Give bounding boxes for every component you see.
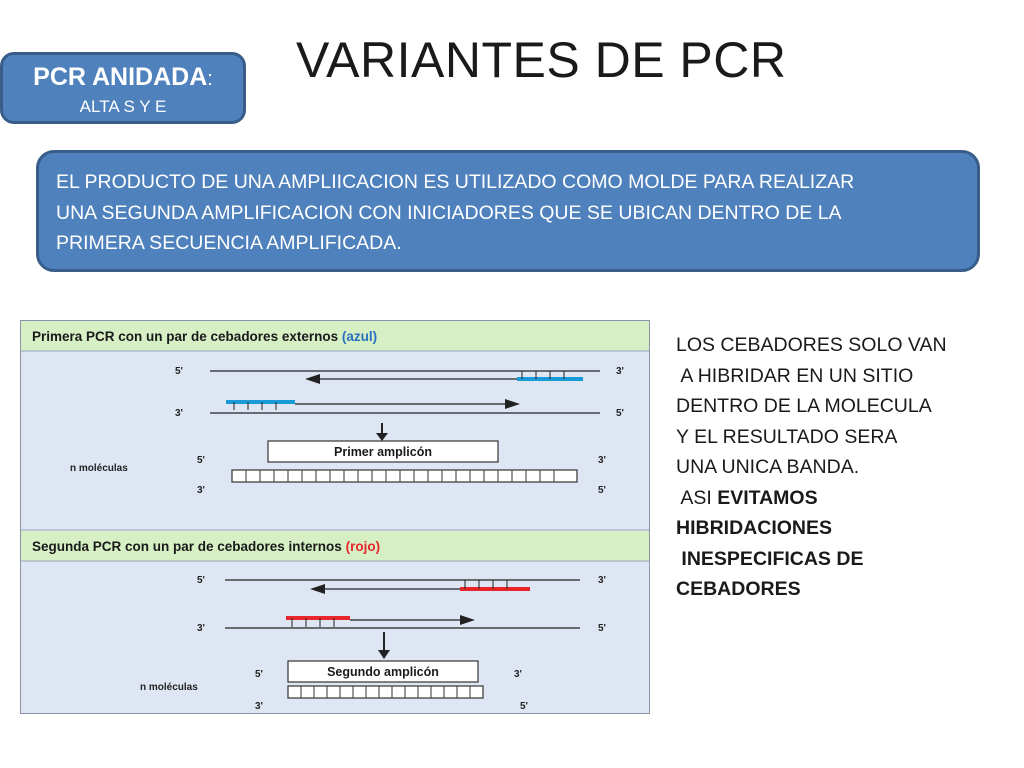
- molecules-label: n moléculas: [70, 463, 128, 474]
- three-prime-label: 3': [255, 701, 263, 712]
- description-line: EL PRODUCTO DE UNA AMPLIICACION ES UTILIZADO COMO MOLDE PARA REALIZAR: [56, 171, 855, 193]
- description-line: PRIMERA SECUENCIA AMPLIFICADA.: [56, 232, 402, 254]
- explanation-line: DENTRO DE LA MOLECULA: [676, 395, 932, 417]
- tag-title: [3, 61, 243, 95]
- three-prime-label: 3': [514, 669, 522, 680]
- tag-subtitle: ALTA S Y E: [79, 97, 167, 116]
- asi-bold: EVITAMOS: [717, 486, 818, 509]
- molecules-label: n moléculas: [140, 682, 198, 693]
- explanation-line: UNA UNICA BANDA.: [676, 456, 860, 478]
- asi-prefix: ASI: [676, 486, 718, 509]
- second-amplicon-label: Segundo amplicón: [327, 665, 439, 679]
- three-prime-label: 3': [598, 455, 606, 466]
- tag-title-text: PCR ANIDADA: [33, 63, 208, 91]
- tag-colon: :: [207, 68, 213, 90]
- second-amplicon-ladder: [288, 686, 483, 698]
- first-amplicon-ladder: [232, 470, 577, 482]
- five-prime-label: 5': [598, 623, 606, 634]
- five-prime-label: 5': [616, 408, 624, 419]
- primer-amplicon-label: Primer amplicón: [334, 445, 432, 459]
- five-prime-label: 5': [598, 485, 606, 496]
- explanation-line: Y EL RESULTADO SERA: [676, 425, 898, 448]
- explanation-bold-line: HIBRIDACIONES: [676, 517, 833, 539]
- three-prime-label: 3': [175, 408, 183, 419]
- five-prime-label: 5': [197, 575, 205, 586]
- five-prime-label: 5': [520, 701, 528, 712]
- slide-title: VARIANTES DE PCR: [296, 32, 787, 88]
- five-prime-label: 5': [255, 669, 263, 680]
- nested-pcr-diagram: [20, 320, 650, 714]
- description-box: [36, 150, 980, 272]
- three-prime-label: 3': [197, 623, 205, 634]
- explanation-bold-line: INESPECIFICAS DE: [676, 547, 864, 570]
- five-prime-label: 5': [197, 455, 205, 466]
- explanation-line: LOS CEBADORES SOLO VAN: [676, 334, 947, 356]
- explanation-line-asi: [676, 483, 996, 514]
- five-prime-label: 5': [175, 366, 183, 377]
- pcr-anidada-tag: [0, 52, 246, 124]
- second-pcr-header: Segunda PCR con un par de cebadores internos (rojo): [32, 539, 381, 554]
- three-prime-label: 3': [197, 485, 205, 496]
- three-prime-label: 3': [616, 366, 624, 377]
- explanation-text: [676, 330, 996, 605]
- first-pcr-header: Primera PCR con un par de cebadores externos (azul): [32, 329, 378, 344]
- description-line: UNA SEGUNDA AMPLIFICACION CON INICIADORES QUE SE UBICAN DENTRO DE LA: [56, 201, 842, 224]
- explanation-bold-line: CEBADORES: [676, 578, 801, 600]
- explanation-line: A HIBRIDAR EN UN SITIO: [676, 364, 914, 387]
- three-prime-label: 3': [598, 575, 606, 586]
